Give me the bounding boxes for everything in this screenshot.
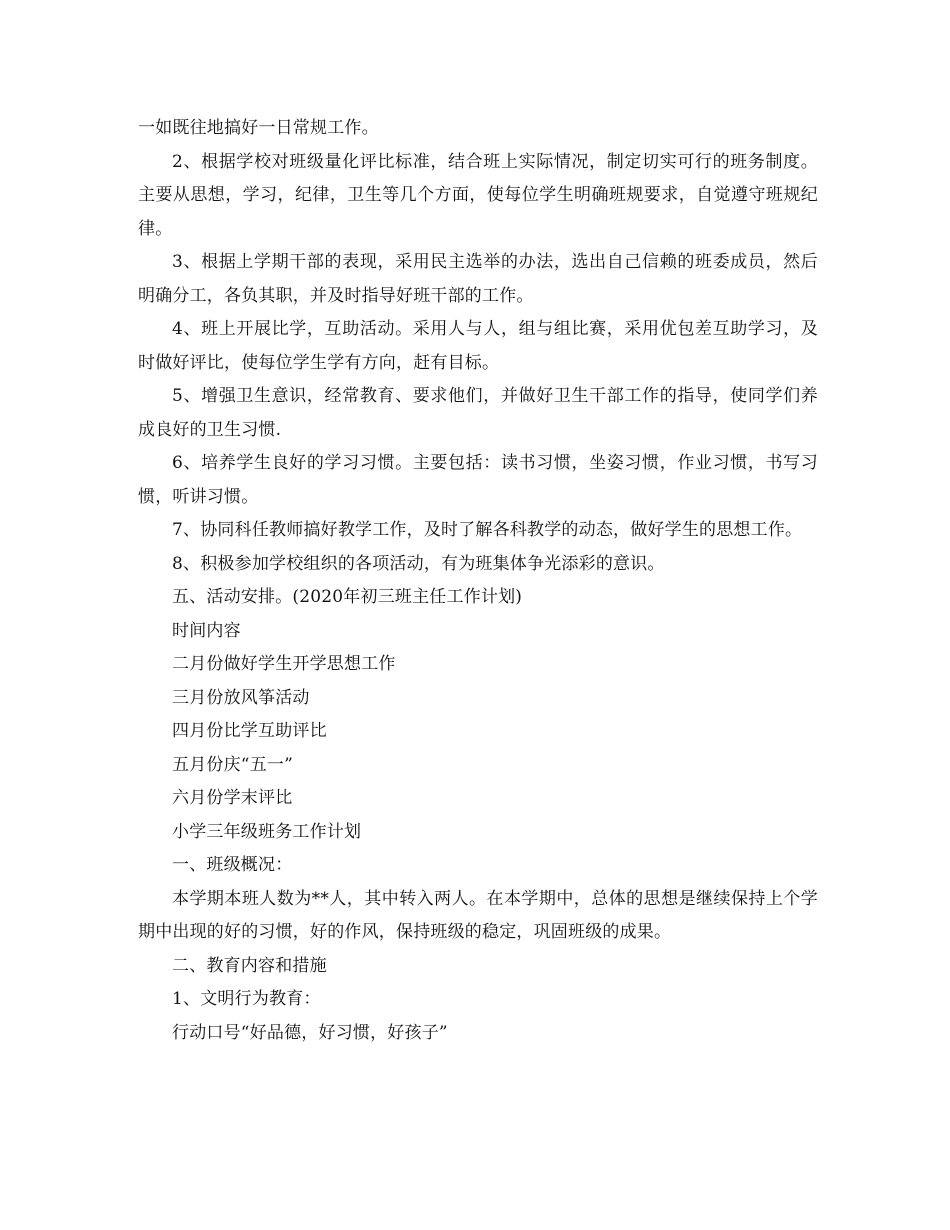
paragraph-item-7: 7、协同科任教师搞好教学工作，及时了解各科教学的动态，做好学生的思想工作。 (172, 520, 803, 540)
paragraph-item-5: 5、增强卫生意识，经常教育、要求他们，并做好卫生干部工作的指导，使同学们养成良好的卫生习惯. (138, 386, 818, 440)
paragraph-item-3: 3、根据上学期干部的表现，采用民主选举的办法，选出自己信赖的班委成员，然后明确分工，各负其职，并及时指导好班干部的工作。 (138, 252, 818, 306)
section-heading-activities: 五、活动安排。(2020年初三班主任工作计划) (172, 587, 523, 607)
paragraph-item-6: 6、培养学生良好的学习习惯。主要包括：读书习惯，坐姿习惯，作业习惯，书写习惯，听讲习惯。 (138, 453, 818, 507)
document-body (138, 112, 818, 1050)
paragraph-item-8: 8、积极参加学校组织的各项活动，有为班集体争光添彩的意识。 (172, 553, 665, 574)
section-heading-measures: 二、教育内容和措施 (172, 955, 327, 976)
section-heading-overview: 一、班级概况： (172, 855, 293, 875)
paragraph-item-4: 4、班上开展比学，互助活动。采用人与人，组与组比赛，采用优包差互助学习，及时做好评比，使每位学生学有方向，赶有目标。 (138, 319, 818, 373)
subheading-civility-education: 1、文明行为教育： (172, 989, 321, 1009)
schedule-item-june: 六月份学末评比 (172, 788, 293, 808)
schedule-item-may: 五月份庆“五一” (172, 754, 293, 775)
schedule-item-march: 三月份放风筝活动 (172, 687, 310, 708)
document-title-class-plan: 小学三年级班务工作计划 (172, 821, 362, 842)
schedule-header: 时间内容 (172, 620, 241, 641)
paragraph-overview: 本学期本班人数为**人，其中转入两人。在本学期中，总体的思想是继续保持上个学期中出现的好的习惯，好的作风，保持班级的稳定，巩固班级的成果。 (138, 888, 818, 942)
schedule-item-april: 四月份比学互助评比 (172, 721, 327, 741)
paragraph-item-2: 2、根据学校对班级量化评比标准，结合班上实际情况，制定切实可行的班务制度。主要从思想，学习，纪律，卫生等几个方面，使每位学生明确班规要求，自觉遵守班规纪律。 (138, 151, 818, 239)
paragraph-continuation: 一如既往地搞好一日常规工作。 (138, 118, 379, 138)
schedule-item-february: 二月份做好学生开学思想工作 (172, 654, 396, 674)
paragraph-slogan: 行动口号“好品德，好习惯，好孩子” (172, 1022, 448, 1043)
